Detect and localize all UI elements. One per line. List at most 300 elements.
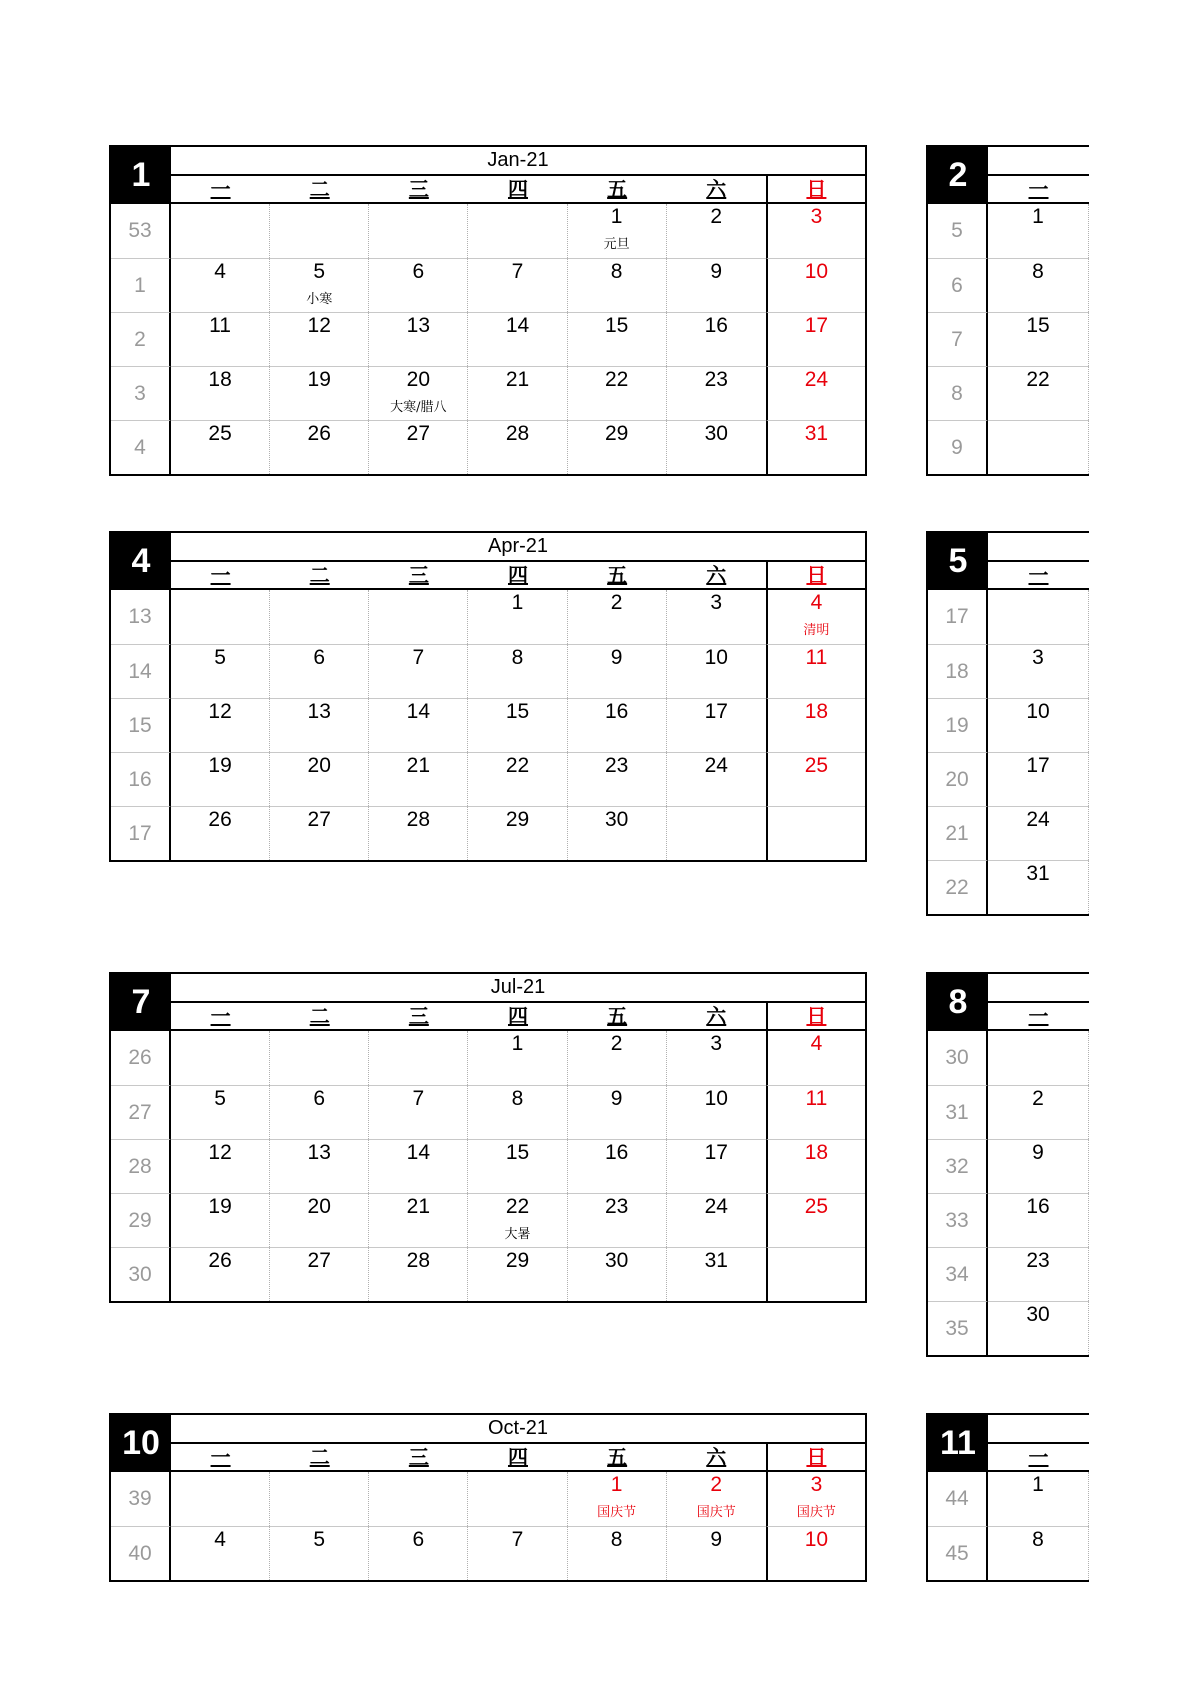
day-cell xyxy=(667,752,766,806)
day-number: 14 xyxy=(406,700,431,723)
week-number: 22 xyxy=(928,860,988,914)
day-cell xyxy=(270,366,369,420)
weekday-header: 一 xyxy=(171,176,270,204)
day-cell xyxy=(270,1247,369,1301)
day-cell xyxy=(468,752,567,806)
weekday-header: 一 xyxy=(988,176,1089,204)
weekday-header: 六 xyxy=(667,1444,766,1472)
day-number: 24 xyxy=(704,754,728,777)
weekday-header: 日 xyxy=(766,1444,865,1472)
day-cell xyxy=(988,1031,1089,1085)
weekday-header: 二 xyxy=(270,1003,369,1031)
day-number: 25 xyxy=(208,422,232,445)
weekday-header: 五 xyxy=(568,1444,667,1472)
day-cell xyxy=(568,698,667,752)
day-number: 8 xyxy=(1032,260,1044,283)
day-cell xyxy=(369,644,468,698)
day-cell xyxy=(568,1193,667,1247)
day-number: 14 xyxy=(505,314,530,337)
day-cell xyxy=(369,1193,468,1247)
day-number: 6 xyxy=(412,260,425,283)
day-number: 10 xyxy=(704,1087,728,1110)
day-number: 11 xyxy=(805,1087,828,1110)
day-number: 17 xyxy=(704,700,728,723)
day-number: 25 xyxy=(804,754,829,777)
day-number: 16 xyxy=(604,700,629,723)
week-number: 4 xyxy=(111,420,171,474)
day-number: 29 xyxy=(604,422,629,445)
day-number: 3 xyxy=(710,591,723,614)
day-cell xyxy=(988,698,1089,752)
day-number: 23 xyxy=(604,754,629,777)
day-number: 31 xyxy=(804,422,829,445)
month-calendar-7 xyxy=(109,972,867,1303)
week-number: 26 xyxy=(111,1031,171,1085)
week-number: 44 xyxy=(928,1472,988,1526)
day-cell xyxy=(667,1526,766,1580)
day-cell xyxy=(988,1301,1089,1355)
day-cell xyxy=(667,1472,766,1526)
day-cell xyxy=(270,420,369,474)
day-cell xyxy=(171,590,270,644)
day-cell xyxy=(988,420,1089,474)
day-cell xyxy=(369,806,468,860)
day-cell xyxy=(171,312,270,366)
holiday-note: 国庆节 xyxy=(796,1505,836,1520)
day-number: 14 xyxy=(406,1141,431,1164)
weekday-header: 四 xyxy=(468,1003,567,1031)
day-cell xyxy=(369,204,468,258)
month-calendar-5 xyxy=(926,531,1089,916)
day-number: 4 xyxy=(214,1528,226,1551)
day-cell xyxy=(667,1031,766,1085)
day-cell xyxy=(171,258,270,312)
day-cell xyxy=(270,1031,369,1085)
day-cell xyxy=(667,1193,766,1247)
day-cell xyxy=(270,1193,369,1247)
day-number: 3 xyxy=(1032,646,1044,669)
day-number: 27 xyxy=(406,422,431,445)
day-number: 24 xyxy=(1026,808,1050,831)
week-number: 30 xyxy=(111,1247,171,1301)
day-number: 3 xyxy=(710,1032,723,1055)
day-cell xyxy=(171,420,270,474)
day-cell xyxy=(568,752,667,806)
day-cell xyxy=(171,1139,270,1193)
month-calendar-8 xyxy=(926,972,1089,1357)
day-cell xyxy=(766,1526,865,1580)
week-number: 45 xyxy=(928,1526,988,1580)
month-calendar-11 xyxy=(926,1413,1089,1582)
day-number: 27 xyxy=(307,1249,331,1272)
week-number: 27 xyxy=(111,1085,171,1139)
day-cell xyxy=(667,698,766,752)
month-calendar-1 xyxy=(109,145,867,476)
day-number: 1 xyxy=(610,1473,623,1496)
day-number: 12 xyxy=(208,1141,232,1164)
weekday-header: 一 xyxy=(988,562,1089,590)
day-cell xyxy=(270,698,369,752)
day-cell xyxy=(171,1526,270,1580)
day-number: 4 xyxy=(810,1032,823,1055)
month-number-badge: 7 xyxy=(111,974,171,1031)
day-cell xyxy=(171,644,270,698)
weekday-header: 六 xyxy=(667,562,766,590)
day-number: 7 xyxy=(412,646,425,669)
day-number: 2 xyxy=(610,1032,623,1055)
day-cell xyxy=(369,698,468,752)
day-number: 20 xyxy=(406,368,431,391)
day-number: 1 xyxy=(1032,1473,1044,1496)
day-cell xyxy=(766,366,865,420)
day-cell xyxy=(369,1526,468,1580)
day-cell xyxy=(667,590,766,644)
weekday-header: 五 xyxy=(568,562,667,590)
day-cell xyxy=(667,204,766,258)
day-number: 6 xyxy=(313,646,326,669)
weekday-header: 一 xyxy=(988,1444,1089,1472)
month-title: Apr-21 xyxy=(171,533,865,562)
day-number: 17 xyxy=(704,1141,728,1164)
day-cell xyxy=(988,1085,1089,1139)
day-cell xyxy=(171,1472,270,1526)
weekday-header: 一 xyxy=(988,1003,1089,1031)
weekday-header: 四 xyxy=(468,562,567,590)
weekday-header: 二 xyxy=(270,1444,369,1472)
day-cell xyxy=(667,312,766,366)
holiday-note: 国庆节 xyxy=(597,1505,637,1520)
day-cell xyxy=(667,366,766,420)
day-cell xyxy=(468,1139,567,1193)
week-number: 35 xyxy=(928,1301,988,1355)
week-number: 19 xyxy=(928,698,988,752)
holiday-note: 元旦 xyxy=(603,237,630,252)
month-title: Jul-21 xyxy=(171,974,865,1003)
weekday-header: 日 xyxy=(766,562,865,590)
day-number: 9 xyxy=(710,1528,723,1551)
day-cell xyxy=(766,420,865,474)
day-cell xyxy=(667,1085,766,1139)
day-number: 29 xyxy=(505,808,530,831)
day-cell xyxy=(468,1031,567,1085)
day-cell xyxy=(667,1247,766,1301)
day-cell xyxy=(988,312,1089,366)
day-number: 15 xyxy=(1026,314,1050,337)
day-number: 4 xyxy=(810,591,823,614)
week-number: 39 xyxy=(111,1472,171,1526)
day-number: 21 xyxy=(406,1195,431,1218)
day-number: 30 xyxy=(1026,1303,1050,1326)
day-cell xyxy=(988,258,1089,312)
day-cell xyxy=(766,1031,865,1085)
day-cell xyxy=(766,1472,865,1526)
week-number: 7 xyxy=(928,312,988,366)
day-cell xyxy=(988,806,1089,860)
day-number: 12 xyxy=(208,700,232,723)
day-number: 13 xyxy=(307,1141,331,1164)
day-cell xyxy=(766,258,865,312)
day-number: 3 xyxy=(810,1473,823,1496)
week-number: 30 xyxy=(928,1031,988,1085)
day-cell xyxy=(171,1247,270,1301)
weekday-header: 五 xyxy=(568,1003,667,1031)
weekday-header: 六 xyxy=(667,1003,766,1031)
day-number: 29 xyxy=(505,1249,530,1272)
month-number-badge: 11 xyxy=(928,1415,988,1472)
day-cell xyxy=(270,1526,369,1580)
day-cell xyxy=(766,1085,865,1139)
day-cell xyxy=(468,1472,567,1526)
day-number: 23 xyxy=(604,1195,629,1218)
day-number: 2 xyxy=(710,205,723,228)
day-cell xyxy=(369,1472,468,1526)
day-number: 31 xyxy=(1026,862,1050,885)
day-cell xyxy=(369,312,468,366)
week-number: 9 xyxy=(928,420,988,474)
month-calendar-2 xyxy=(926,145,1089,476)
day-number: 13 xyxy=(307,700,331,723)
day-cell xyxy=(667,806,766,860)
day-number: 1 xyxy=(511,1032,524,1055)
day-number: 28 xyxy=(406,1249,431,1272)
day-cell xyxy=(988,1139,1089,1193)
day-cell xyxy=(468,1193,567,1247)
day-number: 9 xyxy=(710,260,723,283)
day-cell xyxy=(988,1472,1089,1526)
day-number: 31 xyxy=(704,1249,728,1272)
month-title xyxy=(988,147,1089,176)
day-cell xyxy=(766,1139,865,1193)
day-number: 15 xyxy=(505,1141,530,1164)
day-cell xyxy=(270,590,369,644)
day-cell xyxy=(766,698,865,752)
day-number: 21 xyxy=(505,368,530,391)
day-number: 22 xyxy=(1026,368,1050,391)
day-number: 10 xyxy=(704,646,728,669)
day-number: 22 xyxy=(604,368,629,391)
month-number-badge: 8 xyxy=(928,974,988,1031)
day-number: 5 xyxy=(214,646,226,669)
day-number: 5 xyxy=(313,1528,326,1551)
day-cell xyxy=(369,752,468,806)
day-cell xyxy=(568,204,667,258)
day-number: 17 xyxy=(1026,754,1050,777)
day-number: 30 xyxy=(604,1249,629,1272)
day-number: 4 xyxy=(214,260,226,283)
day-number: 8 xyxy=(511,646,524,669)
holiday-note: 清明 xyxy=(803,623,830,638)
day-number: 16 xyxy=(704,314,728,337)
day-cell xyxy=(270,258,369,312)
day-number: 24 xyxy=(704,1195,728,1218)
week-number: 21 xyxy=(928,806,988,860)
day-number: 3 xyxy=(810,205,823,228)
day-cell xyxy=(568,1247,667,1301)
day-number: 6 xyxy=(412,1528,425,1551)
weekday-header: 三 xyxy=(369,176,468,204)
weekday-header: 三 xyxy=(369,1444,468,1472)
month-title xyxy=(988,1415,1089,1444)
weekday-header: 三 xyxy=(369,562,468,590)
day-number: 19 xyxy=(208,1195,232,1218)
day-number: 8 xyxy=(511,1087,524,1110)
day-cell xyxy=(468,1085,567,1139)
day-cell xyxy=(766,590,865,644)
week-number: 17 xyxy=(111,806,171,860)
day-number: 15 xyxy=(505,700,530,723)
day-number: 17 xyxy=(804,314,829,337)
day-cell xyxy=(468,806,567,860)
day-cell xyxy=(568,312,667,366)
weekday-header: 三 xyxy=(369,1003,468,1031)
day-cell xyxy=(766,1193,865,1247)
week-number: 5 xyxy=(928,204,988,258)
day-number: 15 xyxy=(604,314,629,337)
week-number: 1 xyxy=(111,258,171,312)
week-number: 29 xyxy=(111,1193,171,1247)
day-number: 28 xyxy=(406,808,431,831)
weekday-header: 二 xyxy=(270,562,369,590)
day-cell xyxy=(988,860,1089,914)
week-number: 32 xyxy=(928,1139,988,1193)
day-number: 5 xyxy=(313,260,326,283)
weekday-header: 六 xyxy=(667,176,766,204)
month-number-badge: 1 xyxy=(111,147,171,204)
holiday-note: 小寒 xyxy=(306,292,333,307)
day-number: 20 xyxy=(307,1195,331,1218)
month-number-badge: 2 xyxy=(928,147,988,204)
day-number: 2 xyxy=(610,591,623,614)
day-number: 12 xyxy=(307,314,331,337)
weekday-header: 二 xyxy=(270,176,369,204)
day-number: 7 xyxy=(412,1087,425,1110)
day-number: 30 xyxy=(704,422,728,445)
day-number: 8 xyxy=(1032,1528,1044,1551)
day-cell xyxy=(171,1031,270,1085)
day-number: 22 xyxy=(505,754,530,777)
day-cell xyxy=(468,204,567,258)
day-cell xyxy=(568,366,667,420)
day-number: 23 xyxy=(1026,1249,1050,1272)
day-cell xyxy=(568,258,667,312)
day-number: 1 xyxy=(1032,205,1044,228)
day-number: 21 xyxy=(406,754,431,777)
weekday-header: 四 xyxy=(468,1444,567,1472)
day-cell xyxy=(369,590,468,644)
week-number: 2 xyxy=(111,312,171,366)
day-cell xyxy=(568,1472,667,1526)
day-cell xyxy=(568,1526,667,1580)
day-number: 1 xyxy=(511,591,524,614)
day-cell xyxy=(171,698,270,752)
weekday-header: 日 xyxy=(766,176,865,204)
weekday-header: 一 xyxy=(171,1003,270,1031)
week-number: 6 xyxy=(928,258,988,312)
day-cell xyxy=(988,204,1089,258)
month-calendar-4 xyxy=(109,531,867,862)
day-cell xyxy=(988,1193,1089,1247)
day-cell xyxy=(270,752,369,806)
day-cell xyxy=(568,1031,667,1085)
holiday-note: 国庆节 xyxy=(696,1505,736,1520)
day-cell xyxy=(369,1139,468,1193)
day-number: 18 xyxy=(804,1141,829,1164)
day-number: 2 xyxy=(710,1473,723,1496)
day-cell xyxy=(270,1085,369,1139)
day-number: 10 xyxy=(804,1528,829,1551)
day-cell xyxy=(667,644,766,698)
month-title xyxy=(988,974,1089,1003)
weekday-header: 四 xyxy=(468,176,567,204)
day-cell xyxy=(270,644,369,698)
day-cell xyxy=(667,420,766,474)
day-cell xyxy=(988,1526,1089,1580)
month-calendar-10 xyxy=(109,1413,867,1582)
day-cell xyxy=(369,366,468,420)
weekday-header: 日 xyxy=(766,1003,865,1031)
day-cell xyxy=(270,1139,369,1193)
day-cell xyxy=(568,806,667,860)
day-cell xyxy=(369,1085,468,1139)
day-number: 30 xyxy=(604,808,629,831)
day-number: 2 xyxy=(1032,1087,1044,1110)
day-cell xyxy=(369,420,468,474)
day-number: 19 xyxy=(307,368,331,391)
day-cell xyxy=(667,1139,766,1193)
day-number: 11 xyxy=(805,646,828,669)
day-cell xyxy=(568,1139,667,1193)
day-number: 5 xyxy=(214,1087,226,1110)
week-number: 20 xyxy=(928,752,988,806)
day-cell xyxy=(568,590,667,644)
day-number: 7 xyxy=(511,260,524,283)
month-number-badge: 5 xyxy=(928,533,988,590)
day-number: 18 xyxy=(804,700,829,723)
day-number: 6 xyxy=(313,1087,326,1110)
week-number: 16 xyxy=(111,752,171,806)
week-number: 14 xyxy=(111,644,171,698)
day-cell xyxy=(270,1472,369,1526)
day-cell xyxy=(171,806,270,860)
week-number: 40 xyxy=(111,1526,171,1580)
day-number: 9 xyxy=(610,646,623,669)
day-number: 8 xyxy=(610,260,623,283)
day-number: 26 xyxy=(307,422,331,445)
day-cell xyxy=(766,806,865,860)
day-cell xyxy=(568,1085,667,1139)
day-cell xyxy=(988,752,1089,806)
weekday-header: 一 xyxy=(171,1444,270,1472)
week-number: 31 xyxy=(928,1085,988,1139)
week-number: 13 xyxy=(111,590,171,644)
day-number: 9 xyxy=(610,1087,623,1110)
day-cell xyxy=(171,1085,270,1139)
day-cell xyxy=(988,366,1089,420)
day-cell xyxy=(568,644,667,698)
day-number: 7 xyxy=(511,1528,524,1551)
day-number: 16 xyxy=(1026,1195,1050,1218)
weekday-header: 五 xyxy=(568,176,667,204)
day-number: 27 xyxy=(307,808,331,831)
holiday-note: 大暑 xyxy=(504,1227,531,1242)
week-number: 8 xyxy=(928,366,988,420)
day-number: 11 xyxy=(209,314,231,337)
day-cell xyxy=(369,1031,468,1085)
day-cell xyxy=(988,590,1089,644)
week-number: 18 xyxy=(928,644,988,698)
day-number: 28 xyxy=(505,422,530,445)
day-number: 26 xyxy=(208,808,232,831)
